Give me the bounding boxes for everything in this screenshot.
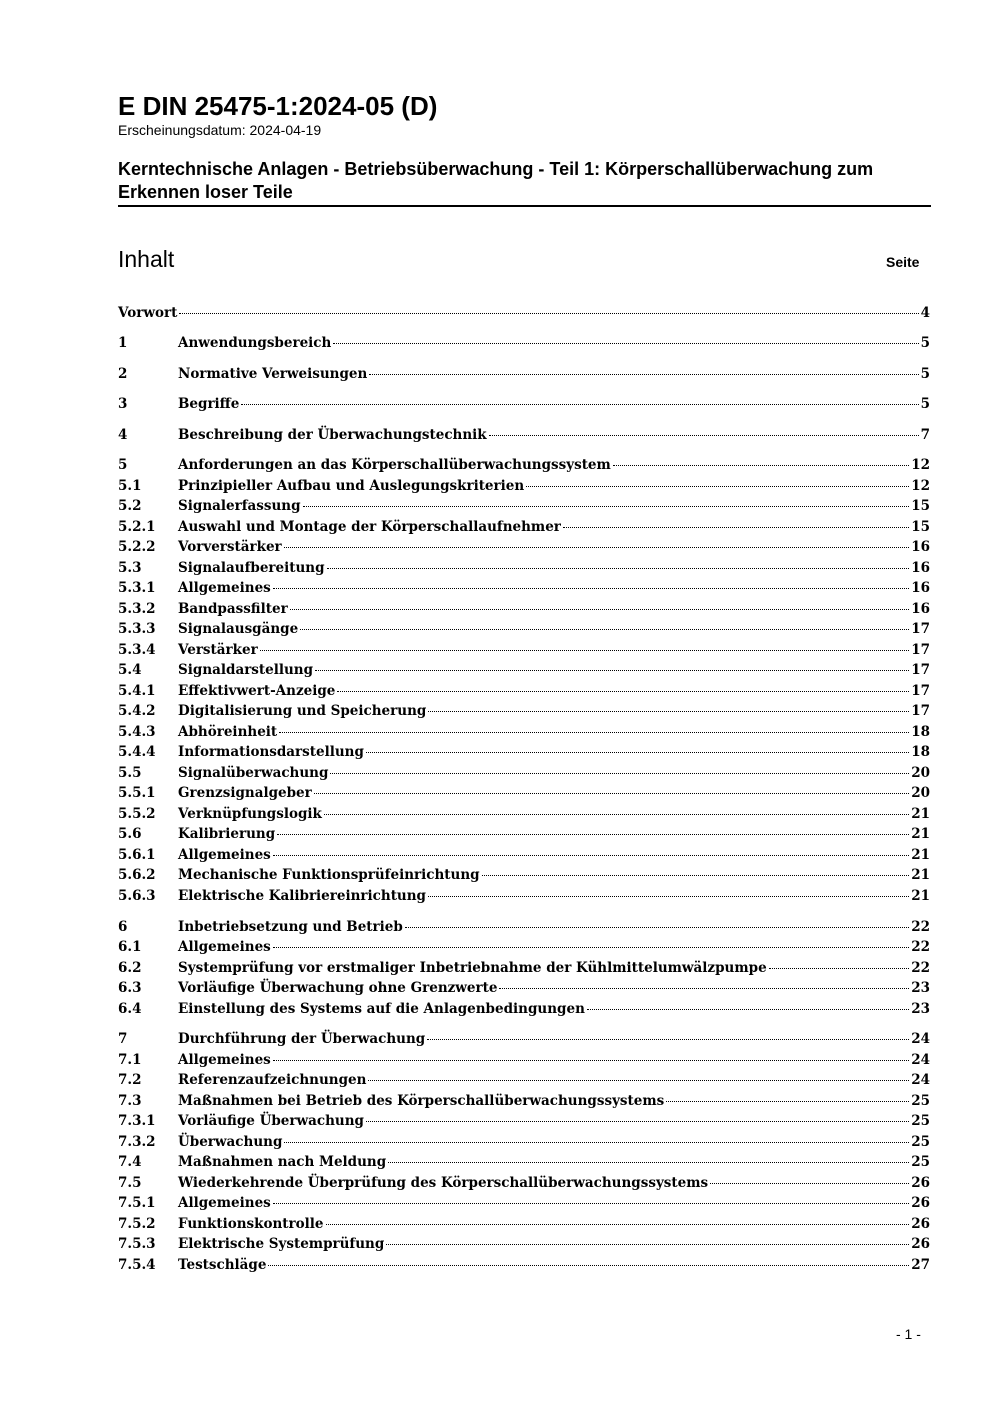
toc-entry[interactable] bbox=[118, 1111, 930, 1131]
toc-entry-number: 5.6 bbox=[118, 826, 142, 842]
toc-dot-leader bbox=[499, 988, 909, 989]
toc-entry-page: 24 bbox=[911, 1031, 930, 1047]
toc-entry-label: Wiederkehrende Überprüfung des Körperschallüberwachungssystems bbox=[178, 1175, 709, 1191]
toc-entry-page: 21 bbox=[911, 847, 930, 863]
toc-entry-label: Maßnahmen nach Meldung bbox=[178, 1154, 387, 1170]
toc-dot-leader bbox=[337, 691, 909, 692]
toc-entry-number: 7.2 bbox=[118, 1072, 142, 1088]
toc-dot-leader bbox=[326, 1224, 910, 1225]
toc-entry-page: 16 bbox=[911, 560, 930, 576]
toc-entry-page: 27 bbox=[911, 1257, 930, 1273]
toc-entry[interactable] bbox=[118, 578, 930, 598]
toc-entry-number: 5.3.2 bbox=[118, 601, 156, 617]
toc-dot-leader bbox=[273, 588, 909, 589]
toc-entry-label: Systemprüfung vor erstmaliger Inbetriebnahme der Kühlmittelumwälzpumpe bbox=[178, 960, 767, 976]
toc-dot-leader bbox=[482, 875, 910, 876]
toc-entry-page: 21 bbox=[911, 867, 930, 883]
toc-entry[interactable] bbox=[118, 1091, 930, 1111]
toc-entry-number: 5.4.2 bbox=[118, 703, 156, 719]
toc-dot-leader bbox=[273, 1060, 909, 1061]
toc-entry-label: Begriffe bbox=[178, 396, 240, 412]
toc-entry-page: 20 bbox=[911, 765, 930, 781]
toc-dot-leader bbox=[273, 1203, 909, 1204]
toc-entry-page: 18 bbox=[911, 724, 930, 740]
toc-dot-leader bbox=[279, 732, 909, 733]
toc-dot-leader bbox=[273, 947, 909, 948]
toc-entry-label: Signalausgänge bbox=[178, 621, 299, 637]
toc-entry-label: Testschläge bbox=[178, 1257, 267, 1273]
toc-dot-leader bbox=[284, 1142, 909, 1143]
toc-entry-label: Prinzipieller Aufbau und Auslegungskriterien bbox=[178, 478, 525, 494]
toc-entry-page: 25 bbox=[911, 1134, 930, 1150]
toc-dot-leader bbox=[369, 374, 918, 375]
toc-entry-label: Anforderungen an das Körperschallüberwachungssystem bbox=[178, 457, 611, 473]
publication-date: Erscheinungsdatum: 2024-04-19 bbox=[118, 122, 322, 138]
toc-entry-page: 21 bbox=[911, 888, 930, 904]
toc-entry-number: 7.1 bbox=[118, 1052, 142, 1068]
toc-entry[interactable] bbox=[118, 1132, 930, 1152]
toc-entry-label: Beschreibung der Überwachungstechnik bbox=[178, 427, 487, 443]
toc-dot-leader bbox=[405, 927, 909, 928]
toc-dot-leader bbox=[526, 486, 909, 487]
toc-entry[interactable] bbox=[118, 722, 930, 742]
toc-entry[interactable] bbox=[118, 425, 930, 445]
toc-entry-label: Abhöreinheit bbox=[178, 724, 278, 740]
toc-entry-page: 17 bbox=[911, 642, 930, 658]
toc-entry-number: 7.5.3 bbox=[118, 1236, 156, 1252]
toc-entry-label: Vorwort bbox=[118, 305, 178, 321]
toc-entry[interactable] bbox=[118, 742, 930, 762]
toc-entry-label: Verknüpfungslogik bbox=[178, 806, 322, 822]
toc-entry-page: 7 bbox=[920, 427, 930, 443]
toc-entry[interactable] bbox=[118, 763, 930, 783]
toc-dot-leader bbox=[666, 1101, 909, 1102]
toc-dot-leader bbox=[284, 547, 910, 548]
toc-entry-page: 5 bbox=[920, 396, 930, 412]
toc-entry-number: 6.3 bbox=[118, 980, 142, 996]
toc-entry[interactable] bbox=[118, 958, 930, 978]
toc-entry[interactable] bbox=[118, 1234, 930, 1254]
toc-entry-number: 6.2 bbox=[118, 960, 142, 976]
toc-heading: Inhalt bbox=[118, 246, 175, 272]
toc-entry-label: Allgemeines bbox=[178, 1195, 271, 1211]
toc-dot-leader bbox=[315, 670, 909, 671]
toc-entry-number: 6.4 bbox=[118, 1001, 142, 1017]
toc-entry-number: 5.3.1 bbox=[118, 580, 156, 596]
toc-dot-leader bbox=[386, 1244, 909, 1245]
toc-entry[interactable] bbox=[118, 1050, 930, 1070]
toc-entry-page: 5 bbox=[920, 366, 930, 382]
toc-entry-page: 15 bbox=[911, 519, 930, 535]
toc-entry-number: 5.2.1 bbox=[118, 519, 156, 535]
document-title: Kerntechnische Anlagen - Betriebsüberwachung - Teil 1: Körperschallüberwachung zum Erkennen loser Teile bbox=[118, 159, 874, 202]
toc-dot-leader bbox=[587, 1009, 909, 1010]
toc-dot-leader bbox=[268, 1265, 909, 1266]
toc-entry-page: 12 bbox=[911, 457, 930, 473]
toc-entry-label: Vorverstärker bbox=[178, 539, 282, 555]
toc-entry-label: Durchführung der Überwachung bbox=[178, 1031, 426, 1047]
toc-entry-label: Bandpassfilter bbox=[178, 601, 288, 617]
toc-entry-label: Elektrische Systemprüfung bbox=[178, 1236, 385, 1252]
toc-entry-label: Mechanische Funktionsprüfeinrichtung bbox=[178, 867, 480, 883]
toc-entry-number: 5.2 bbox=[118, 498, 142, 514]
toc-entry[interactable] bbox=[118, 917, 930, 937]
toc-entry-page: 20 bbox=[911, 785, 930, 801]
toc-entry[interactable] bbox=[118, 496, 930, 516]
toc-entry-page: 25 bbox=[911, 1154, 930, 1170]
toc-entry-number: 5.4 bbox=[118, 662, 142, 678]
toc-entry-number: 6 bbox=[118, 919, 128, 935]
toc-entry[interactable] bbox=[118, 1173, 930, 1193]
toc-entry-number: 7.5.4 bbox=[118, 1257, 156, 1273]
toc-entry-page: 22 bbox=[911, 939, 930, 955]
toc-entry[interactable] bbox=[118, 1193, 930, 1213]
toc-dot-leader bbox=[333, 343, 918, 344]
toc-entry-number: 5.5.2 bbox=[118, 806, 156, 822]
toc-entry[interactable] bbox=[118, 476, 930, 496]
toc-entry-number: 5.3 bbox=[118, 560, 142, 576]
toc-dot-leader bbox=[368, 1080, 909, 1081]
toc-entry[interactable] bbox=[118, 660, 930, 680]
toc-entry-page: 5 bbox=[920, 335, 930, 351]
toc-entry-number: 5.1 bbox=[118, 478, 142, 494]
toc-entry-label: Allgemeines bbox=[178, 1052, 271, 1068]
toc-entry-page: 26 bbox=[911, 1175, 930, 1191]
toc-entry-number: 5.4.3 bbox=[118, 724, 156, 740]
toc-entry-page: 16 bbox=[911, 580, 930, 596]
toc-dot-leader bbox=[428, 711, 909, 712]
toc-entry-number: 5.4.1 bbox=[118, 683, 156, 699]
toc-entry-number: 5.3.4 bbox=[118, 642, 156, 658]
toc-dot-leader bbox=[300, 629, 909, 630]
toc-dot-leader bbox=[489, 435, 919, 436]
toc-entry-number: 7.5 bbox=[118, 1175, 142, 1191]
toc-entry-label: Digitalisierung und Speicherung bbox=[178, 703, 427, 719]
toc-entry-number: 3 bbox=[118, 396, 128, 412]
toc-entry[interactable] bbox=[118, 1152, 930, 1172]
toc-dot-leader bbox=[277, 834, 909, 835]
toc-entry-page: 16 bbox=[911, 601, 930, 617]
toc-entry-number: 5.2.2 bbox=[118, 539, 156, 555]
toc-entry-number: 5.5 bbox=[118, 765, 142, 781]
toc-entry[interactable] bbox=[118, 333, 930, 353]
toc-entry-number: 7.5.2 bbox=[118, 1216, 156, 1232]
toc-entry-number: 5.4.4 bbox=[118, 744, 156, 760]
document-id: E DIN 25475-1:2024-05 (D) bbox=[118, 91, 438, 121]
page-number: - 1 - bbox=[896, 1326, 921, 1342]
toc-entry-page: 24 bbox=[911, 1052, 930, 1068]
toc-entry-page: 21 bbox=[911, 806, 930, 822]
toc-entry[interactable] bbox=[118, 865, 930, 885]
toc-entry-page: 25 bbox=[911, 1113, 930, 1129]
toc-entry[interactable] bbox=[118, 517, 930, 537]
toc-entry-page: 16 bbox=[911, 539, 930, 555]
toc-entry[interactable] bbox=[118, 537, 930, 557]
toc-entry-page: 17 bbox=[911, 683, 930, 699]
toc-entry-page: 21 bbox=[911, 826, 930, 842]
toc-entry-label: Verstärker bbox=[178, 642, 258, 658]
toc-entry-label: Inbetriebsetzung und Betrieb bbox=[178, 919, 403, 935]
toc-entry-label: Funktionskontrolle bbox=[178, 1216, 324, 1232]
toc-dot-leader bbox=[769, 968, 910, 969]
toc-entry[interactable] bbox=[118, 558, 930, 578]
toc-entry-page: 26 bbox=[911, 1216, 930, 1232]
toc-entry-number: 5 bbox=[118, 457, 128, 473]
toc-dot-leader bbox=[388, 1162, 909, 1163]
toc-entry[interactable] bbox=[118, 937, 930, 957]
toc-entry-page: 23 bbox=[911, 980, 930, 996]
toc-dot-leader bbox=[324, 814, 909, 815]
toc-dot-leader bbox=[327, 568, 910, 569]
toc-dot-leader bbox=[241, 404, 918, 405]
toc-entry[interactable] bbox=[118, 455, 930, 475]
toc-entry[interactable] bbox=[118, 999, 930, 1019]
toc-entry-label: Elektrische Kalibriereinrichtung bbox=[178, 888, 426, 904]
toc-dot-leader bbox=[260, 650, 910, 651]
toc-entry-page: 22 bbox=[911, 919, 930, 935]
toc-entry-number: 7.5.1 bbox=[118, 1195, 156, 1211]
toc-entry-page: 25 bbox=[911, 1093, 930, 1109]
toc-entry-label: Überwachung bbox=[178, 1134, 283, 1150]
toc-entry[interactable] bbox=[118, 599, 930, 619]
toc-dot-leader bbox=[710, 1183, 909, 1184]
title-rule bbox=[118, 205, 931, 207]
toc-entry-page: 17 bbox=[911, 703, 930, 719]
toc-entry[interactable] bbox=[118, 1029, 930, 1049]
toc-entry-page: 23 bbox=[911, 1001, 930, 1017]
toc-dot-leader bbox=[366, 752, 909, 753]
toc-entry[interactable] bbox=[118, 364, 930, 384]
toc-dot-leader bbox=[290, 609, 910, 610]
toc-entry[interactable] bbox=[118, 824, 930, 844]
toc-entry-label: Referenzaufzeichnungen bbox=[178, 1072, 367, 1088]
toc-entry-number: 1 bbox=[118, 335, 128, 351]
toc-dot-leader bbox=[273, 855, 909, 856]
toc-entry-label: Auswahl und Montage der Körperschallaufnehmer bbox=[178, 519, 561, 535]
toc-dot-leader bbox=[366, 1121, 909, 1122]
toc-entry-number: 5.6.1 bbox=[118, 847, 156, 863]
toc-entry-label: Signalaufbereitung bbox=[178, 560, 325, 576]
toc-entry-label: Signalüberwachung bbox=[178, 765, 329, 781]
toc-entry-page: 22 bbox=[911, 960, 930, 976]
toc-entry-label: Normative Verweisungen bbox=[178, 366, 368, 382]
toc-dot-leader bbox=[428, 896, 909, 897]
toc-dot-leader bbox=[563, 527, 909, 528]
toc-entry-page: 15 bbox=[911, 498, 930, 514]
toc-entry[interactable] bbox=[118, 640, 930, 660]
toc-dot-leader bbox=[330, 773, 909, 774]
toc-entry-number: 2 bbox=[118, 366, 128, 382]
toc-entry-page: 17 bbox=[911, 621, 930, 637]
toc-dot-leader bbox=[613, 465, 909, 466]
toc-entry[interactable] bbox=[118, 1255, 930, 1275]
toc-entry-label: Allgemeines bbox=[178, 939, 271, 955]
toc-entry-number: 4 bbox=[118, 427, 128, 443]
toc-entry-number: 7 bbox=[118, 1031, 128, 1047]
toc-entry-number: 5.3.3 bbox=[118, 621, 156, 637]
toc-entry-page: 26 bbox=[911, 1195, 930, 1211]
toc-dot-leader bbox=[427, 1039, 909, 1040]
toc-entry-label: Informationsdarstellung bbox=[178, 744, 364, 760]
toc-entry-label: Maßnahmen bei Betrieb des Körperschallüberwachungssystems bbox=[178, 1093, 665, 1109]
toc-entry-number: 6.1 bbox=[118, 939, 142, 955]
toc-entry-page: 26 bbox=[911, 1236, 930, 1252]
toc-entry[interactable] bbox=[118, 619, 930, 639]
toc-entry-page: 24 bbox=[911, 1072, 930, 1088]
toc-entry[interactable] bbox=[118, 804, 930, 824]
toc-entry-page: 4 bbox=[920, 305, 930, 321]
toc-entry-label: Vorläufige Überwachung bbox=[178, 1113, 364, 1129]
toc-entry-number: 7.3 bbox=[118, 1093, 142, 1109]
toc-entry-page: 17 bbox=[911, 662, 930, 678]
toc-entry[interactable] bbox=[118, 886, 930, 906]
toc-entry[interactable] bbox=[118, 681, 930, 701]
toc-entry[interactable] bbox=[118, 394, 930, 414]
toc-dot-leader bbox=[303, 506, 910, 507]
toc-entry-page: 12 bbox=[911, 478, 930, 494]
toc-entry-label: Signaldarstellung bbox=[178, 662, 314, 678]
toc-entry-label: Allgemeines bbox=[178, 580, 271, 596]
toc-entry-page: 18 bbox=[911, 744, 930, 760]
toc-entry-number: 5.6.3 bbox=[118, 888, 156, 904]
toc-entry-label: Effektivwert-Anzeige bbox=[178, 683, 336, 699]
toc-entry-number: 7.3.1 bbox=[118, 1113, 156, 1129]
toc-dot-leader bbox=[179, 313, 918, 314]
toc-entry[interactable] bbox=[118, 978, 930, 998]
toc-entry-label: Signalerfassung bbox=[178, 498, 301, 514]
toc-entry-label: Grenzsignalgeber bbox=[178, 785, 312, 801]
toc-page-column-label: Seite bbox=[886, 254, 920, 270]
toc-entry[interactable] bbox=[118, 701, 930, 721]
toc-entry[interactable] bbox=[118, 783, 930, 803]
toc-entry-number: 7.4 bbox=[118, 1154, 142, 1170]
toc-entry-label: Einstellung des Systems auf die Anlagenbedingungen bbox=[178, 1001, 585, 1017]
toc-entry-number: 5.5.1 bbox=[118, 785, 156, 801]
toc-entry[interactable] bbox=[118, 1070, 930, 1090]
toc-entry-number: 7.3.2 bbox=[118, 1134, 156, 1150]
toc-entry[interactable] bbox=[118, 845, 930, 865]
toc-entry-label: Anwendungsbereich bbox=[178, 335, 332, 351]
toc-entry-number: 5.6.2 bbox=[118, 867, 156, 883]
toc-entry-label: Kalibrierung bbox=[178, 826, 276, 842]
toc-entry[interactable] bbox=[118, 1214, 930, 1234]
toc-entry-label: Vorläufige Überwachung ohne Grenzwerte bbox=[178, 980, 498, 996]
toc-dot-leader bbox=[314, 793, 909, 794]
toc-entry[interactable] bbox=[118, 303, 930, 323]
toc-entry-label: Allgemeines bbox=[178, 847, 271, 863]
